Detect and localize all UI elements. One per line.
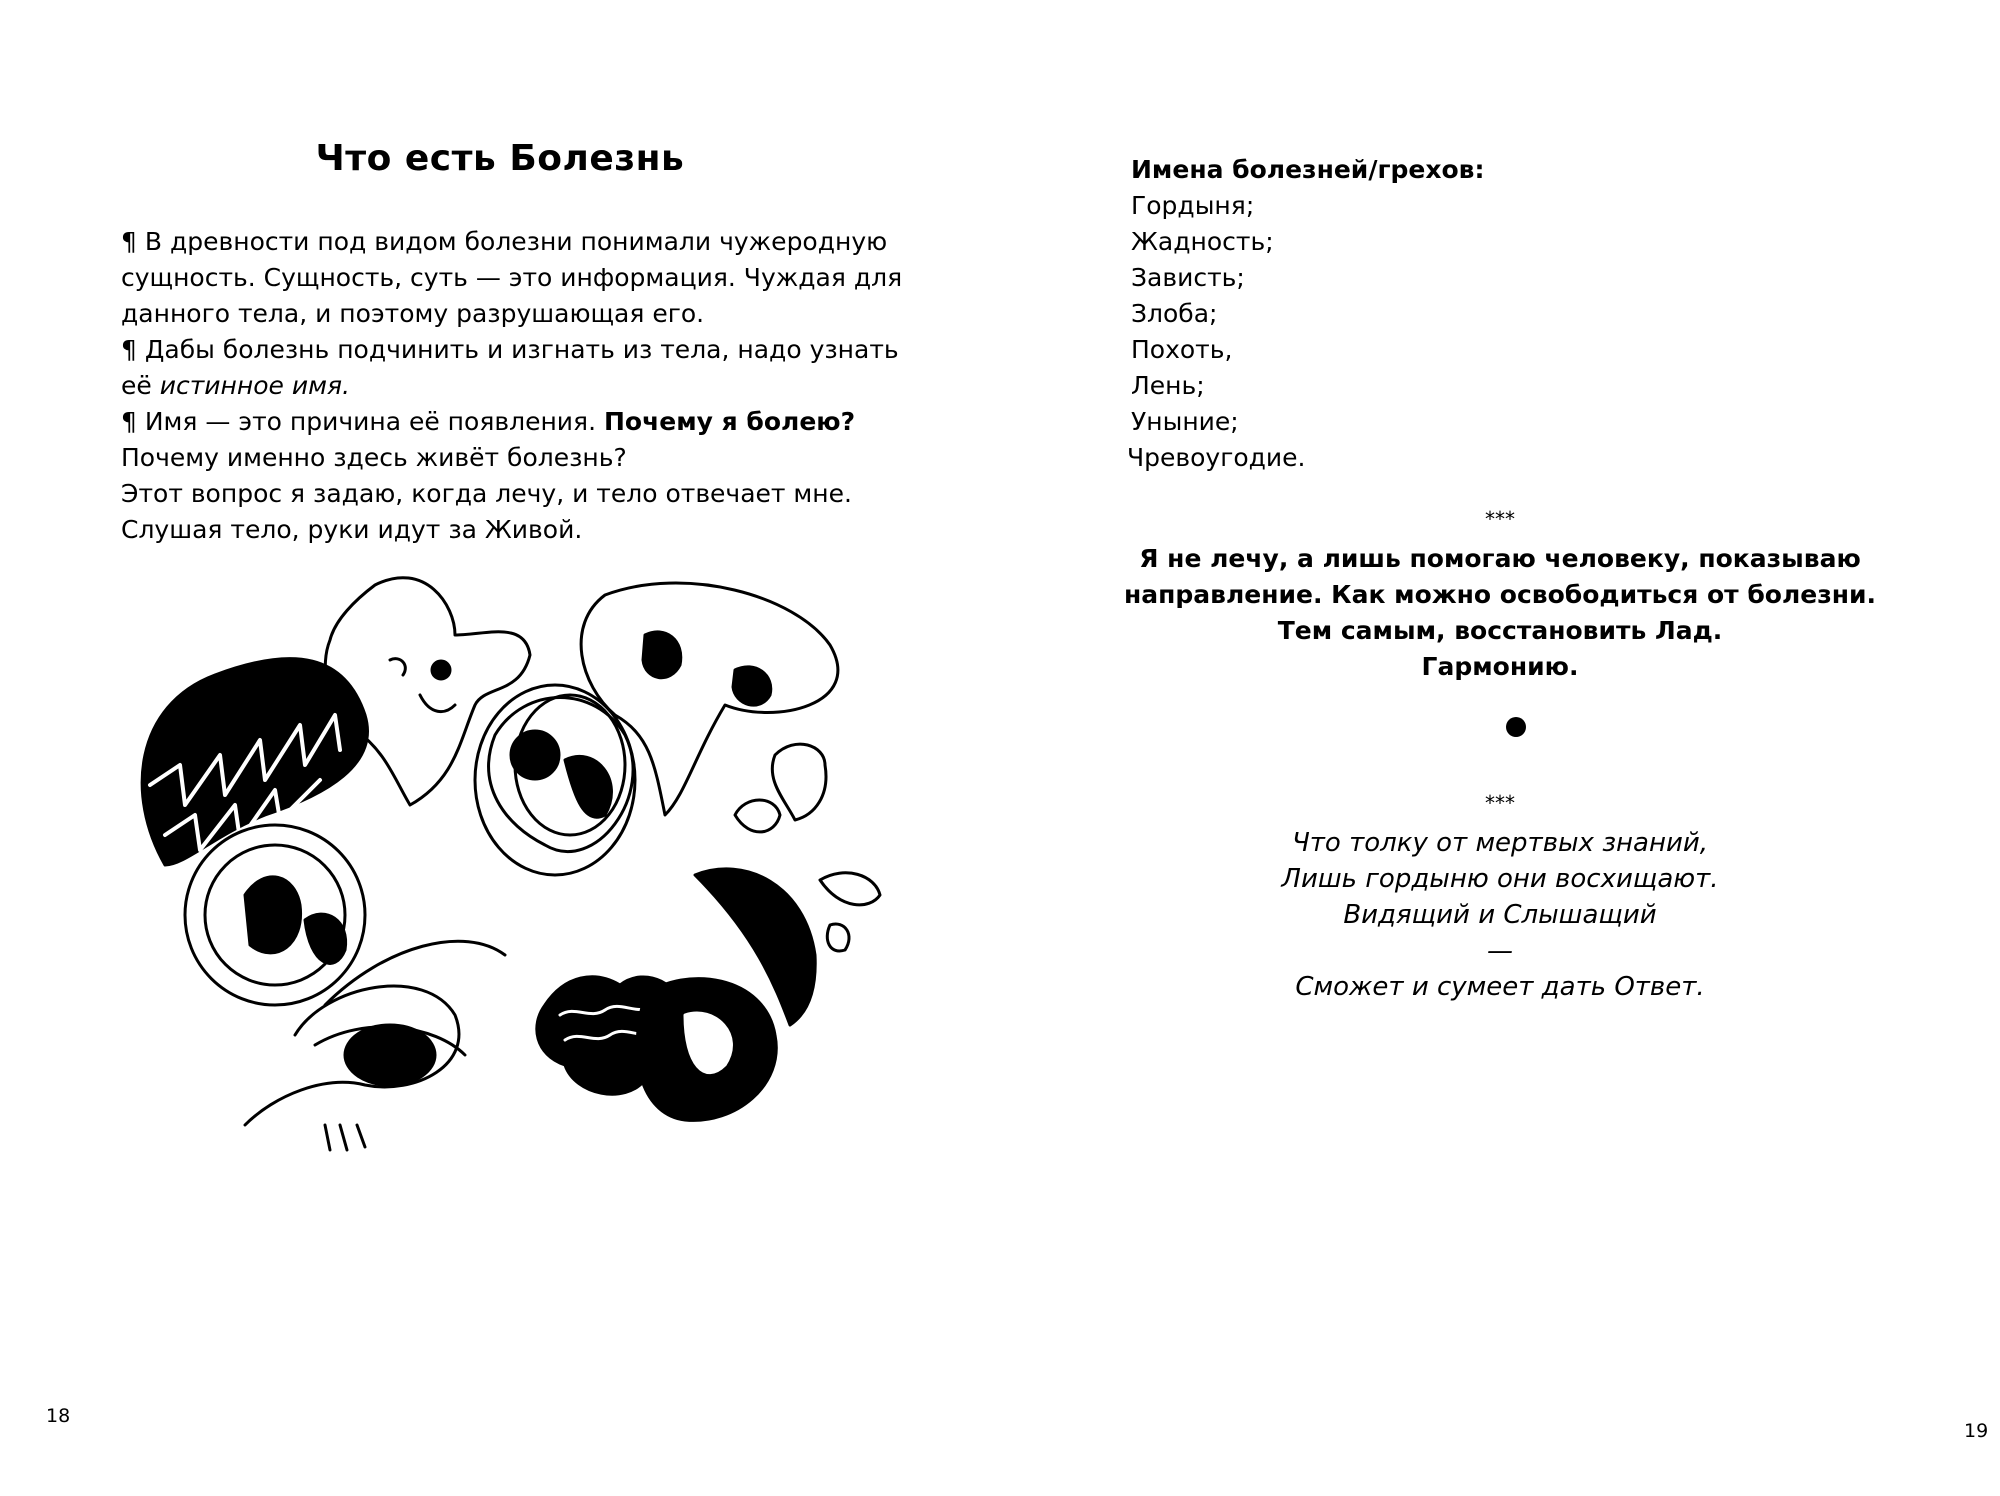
list-item: Чревоугодие. — [1127, 443, 1306, 472]
body-text — [121, 224, 921, 548]
quote-line: Тем самым, восстановить Лад. — [1277, 616, 1723, 645]
list-item: Похоть, — [1131, 335, 1233, 364]
right-page — [1000, 0, 2000, 1496]
bold-quote — [1000, 541, 2000, 685]
page-number-right: 19 — [1964, 1420, 1989, 1442]
sins-list — [1127, 152, 1485, 476]
paragraph-3-rest: Почему именно здесь живёт болезнь? — [121, 443, 627, 472]
separator-stars: *** — [1485, 791, 1515, 815]
list-item: Жадность; — [1131, 227, 1274, 256]
quote-line: Я не лечу, а лишь помогаю человеку, показываю — [1139, 544, 1861, 573]
quote-line: Гармонию. — [1421, 652, 1579, 681]
poem-line: Видящий и Слышащий — [1343, 900, 1657, 930]
face-shape — [325, 578, 530, 805]
paragraph-3 — [121, 404, 921, 440]
quote-line: направление. Как можно освободиться от болезни. — [1123, 580, 1877, 609]
poem-line: Что толку от мертвых знаний, — [1291, 828, 1709, 858]
poem-line: Лишь гордыню они восхищают. — [1281, 864, 1719, 894]
paragraph-2-lead: ¶ Дабы болезнь подчинить и изгнать из тела, надо узнать её — [121, 335, 899, 400]
page-title: Что есть Болезнь — [315, 138, 685, 179]
paragraph-1: ¶ В древности под видом болезни понимали чужеродную сущность. Сущность, суть — это информация. Чуждая для данного тела, и поэтому разрушающая его. — [121, 227, 903, 328]
list-item: Лень; — [1131, 371, 1205, 400]
list-item: Злоба; — [1131, 299, 1218, 328]
paragraph-4: Этот вопрос я задаю, когда лечу, и тело отвечает мне. — [121, 479, 852, 508]
poem-line: — — [1487, 936, 1513, 966]
poem-line: Сможет и сумеет дать Ответ. — [1295, 972, 1705, 1002]
page-number-left: 18 — [46, 1405, 71, 1427]
separator-stars: *** — [1485, 507, 1515, 531]
abstract-illustration — [125, 565, 910, 1155]
list-item: Уныние; — [1131, 407, 1239, 436]
paragraph-5: Слушая тело, руки идут за Живой. — [121, 515, 583, 544]
list-item: Зависть; — [1131, 263, 1245, 292]
true-name-italic: истинное имя. — [159, 371, 350, 400]
poem — [1000, 825, 2000, 1005]
bullet-dot — [1506, 717, 1526, 737]
list-heading: Имена болезней/грехов: — [1131, 155, 1485, 184]
paragraph-3-lead: ¶ Имя — это причина её появления. — [121, 407, 604, 436]
drop-shape — [581, 583, 838, 815]
paragraph-2 — [121, 332, 911, 404]
why-sick-bold: Почему я болею? — [603, 407, 856, 436]
list-item: Гордыня; — [1131, 191, 1255, 220]
zigzag-shape — [142, 659, 367, 865]
